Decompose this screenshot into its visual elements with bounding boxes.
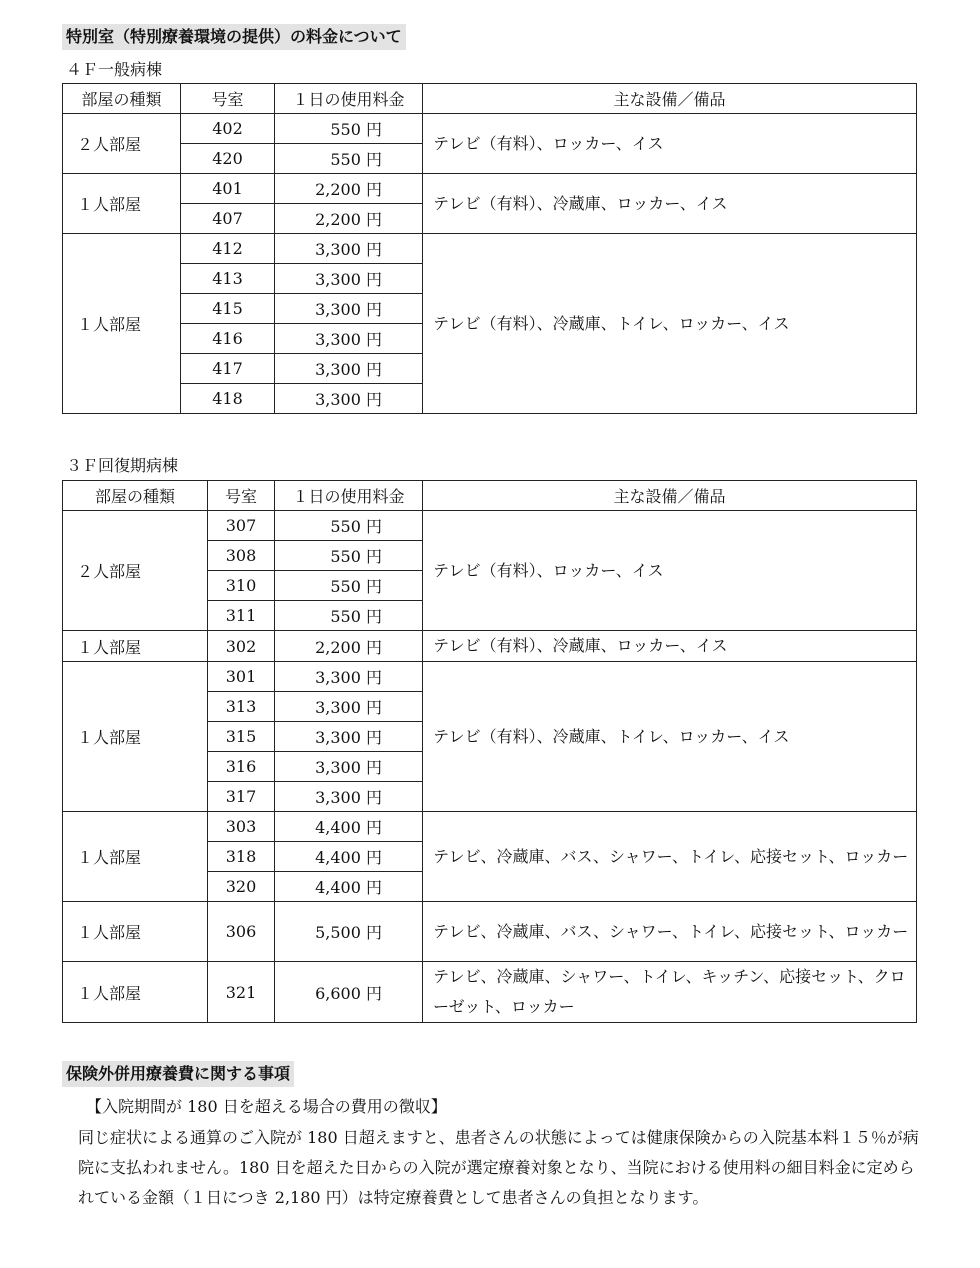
room-type-cell: １人部屋 [63,631,208,662]
table-row [63,662,917,692]
daily-fee-cell: 3,300 円 [275,384,423,414]
col-header-daily-fee: １日の使用料金 [275,84,423,114]
equipment-cell: テレビ（有料）、冷蔵庫、ロッカー、イス [423,174,917,234]
daily-fee-cell: 550 円 [275,601,423,631]
room-number-cell: 407 [181,204,275,234]
table-row [63,234,917,264]
room-number-cell: 318 [208,842,275,872]
daily-fee-cell: 3,300 円 [275,264,423,294]
room-number-cell: 313 [208,692,275,722]
room-number-cell: 321 [208,962,275,1023]
daily-fee-cell: 3,300 円 [275,692,423,722]
room-number-cell: 417 [181,354,275,384]
col-header-room-type: 部屋の種類 [63,481,208,511]
room-number-cell: 402 [181,114,275,144]
col-header-equipment: 主な設備／備品 [423,84,917,114]
room-number-cell: 401 [181,174,275,204]
table-title-3f: ３Ｆ回復期病棟 [66,456,179,475]
room-number-cell: 310 [208,571,275,601]
daily-fee-cell: 550 円 [275,541,423,571]
daily-fee-cell: 4,400 円 [275,842,423,872]
room-type-cell: １人部屋 [63,962,208,1023]
table-row [63,174,917,204]
daily-fee-cell: 3,300 円 [275,752,423,782]
notice-body: 同じ症状による通算のご入院が 180 日超えますと、患者さんの状態によっては健康保険からの入院基本料１５％が病院に支払われません。180 日を超えた日からの入院が選定療養対象となり、当院における使用料の細目料金に定められている金額（１日につき 2,180 円）は特定療養費として患者さんの負担となります。 [78,1128,919,1207]
notice-title: 【入院期間が 180 日を超える場合の費用の徴収】 [86,1097,447,1116]
room-number-cell: 320 [208,872,275,902]
daily-fee-cell: 3,300 円 [275,722,423,752]
room-number-cell: 301 [208,662,275,692]
room-number-cell: 413 [181,264,275,294]
daily-fee-cell: 2,200 円 [275,204,423,234]
room-number-cell: 307 [208,511,275,541]
section-title-extra-fees: 保険外併用療養費に関する事項 [62,1061,294,1087]
daily-fee-cell: 550 円 [275,511,423,541]
daily-fee-cell: 3,300 円 [275,294,423,324]
room-number-cell: 418 [181,384,275,414]
equipment-cell: テレビ、冷蔵庫、バス、シャワー、トイレ、応接セット、ロッカー [423,902,917,962]
daily-fee-cell: 4,400 円 [275,872,423,902]
room-number-cell: 420 [181,144,275,174]
daily-fee-cell: 550 円 [275,571,423,601]
daily-fee-cell: 4,400 円 [275,812,423,842]
daily-fee-cell: 3,300 円 [275,234,423,264]
equipment-cell: テレビ（有料）、ロッカー、イス [423,511,917,631]
col-header-room-type: 部屋の種類 [63,84,181,114]
table-row [63,511,917,541]
daily-fee-cell: 3,300 円 [275,662,423,692]
col-header-equipment: 主な設備／備品 [423,481,917,511]
daily-fee-cell: 550 円 [275,114,423,144]
room-fee-table-3f [62,480,917,1023]
daily-fee-cell: 2,200 円 [275,174,423,204]
table-row [63,902,917,962]
room-number-cell: 416 [181,324,275,354]
daily-fee-cell: 3,300 円 [275,354,423,384]
room-type-cell: １人部屋 [63,234,181,414]
section-title-special-rooms: 特別室（特別療養環境の提供）の料金について [62,24,406,50]
table-title-4f: ４Ｆ一般病棟 [66,60,163,79]
room-number-cell: 316 [208,752,275,782]
room-type-cell: １人部屋 [63,812,208,902]
daily-fee-cell: 3,300 円 [275,782,423,812]
col-header-room-number: 号室 [181,84,275,114]
room-fee-table-4f [62,83,917,414]
table-row [63,631,917,662]
room-number-cell: 412 [181,234,275,264]
room-number-cell: 315 [208,722,275,752]
room-number-cell: 308 [208,541,275,571]
daily-fee-cell: 6,600 円 [275,962,423,1023]
equipment-cell: テレビ、冷蔵庫、バス、シャワー、トイレ、応接セット、ロッカー [423,812,917,902]
equipment-cell: テレビ（有料）、冷蔵庫、トイレ、ロッカー、イス [423,662,917,812]
room-type-cell: ２人部屋 [63,114,181,174]
room-number-cell: 311 [208,601,275,631]
col-header-daily-fee: １日の使用料金 [275,481,423,511]
room-number-cell: 302 [208,631,275,662]
room-number-cell: 306 [208,902,275,962]
table-row [63,962,917,1023]
equipment-cell: テレビ（有料）、冷蔵庫、トイレ、ロッカー、イス [423,234,917,414]
room-type-cell: １人部屋 [63,662,208,812]
daily-fee-cell: 550 円 [275,144,423,174]
equipment-cell: テレビ（有料）、冷蔵庫、ロッカー、イス [423,631,917,662]
col-header-room-number: 号室 [208,481,275,511]
daily-fee-cell: 2,200 円 [275,631,423,662]
table-row [63,114,917,144]
daily-fee-cell: 5,500 円 [275,902,423,962]
room-number-cell: 415 [181,294,275,324]
equipment-cell: テレビ、冷蔵庫、シャワー、トイレ、キッチン、応接セット、クローゼット、ロッカー [423,962,917,1023]
room-type-cell: １人部屋 [63,174,181,234]
table-row [63,812,917,842]
room-type-cell: １人部屋 [63,902,208,962]
room-number-cell: 303 [208,812,275,842]
room-number-cell: 317 [208,782,275,812]
room-type-cell: ２人部屋 [63,511,208,631]
equipment-cell: テレビ（有料）、ロッカー、イス [423,114,917,174]
daily-fee-cell: 3,300 円 [275,324,423,354]
